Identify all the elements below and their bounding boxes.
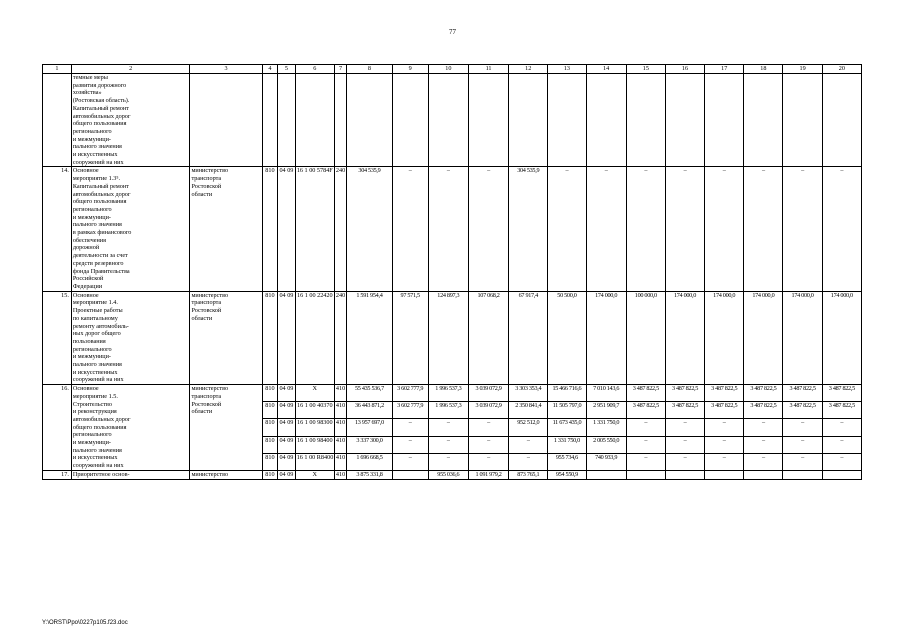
year-amount-cell: 67 917,4 [509,291,548,384]
empty-cell [705,74,744,167]
year-amount-cell: 174 000,0 [744,291,783,384]
year-amount-cell: 955 036,6 [428,470,468,479]
year-amount-cell: 1 331 750,0 [586,419,626,436]
header-cell: 20 [822,65,861,74]
event-name-cell-line: пального значения [72,143,122,151]
event-name-cell [71,385,190,471]
event-name-cell-line: и искусственных [72,368,118,376]
header-cell: 19 [783,65,822,74]
section-code-cell: 04 09 [278,167,296,291]
event-name-cell-line: и искусственных [72,454,118,462]
event-name-cell-line: регионального [72,431,112,439]
empty-cell [468,74,508,167]
event-name-cell-line: Капитальный ремонт [72,182,129,190]
year-amount-cell: – [509,453,548,470]
empty-cell [509,74,548,167]
year-amount-cell: – [428,453,468,470]
year-amount-cell: – [468,419,508,436]
table-row-15 [43,291,862,384]
total-amount-cell: 1 696 668,5 [347,453,392,470]
year-amount-cell: – [705,419,744,436]
target-article-cell: 16 1 00 98300 [295,419,334,436]
table-row-16-sub [43,385,862,402]
event-name-cell-line: пального значения [72,361,122,369]
total-amount-cell: 304 535,9 [347,167,392,291]
year-amount-cell: – [665,453,704,470]
year-amount-cell: – [705,453,744,470]
program-table [42,64,862,480]
event-name-cell-line: пользования [72,337,106,345]
grbs-code-cell: 810 [262,453,277,470]
event-name-cell-line: (Ростовская область). [72,97,130,105]
event-name-cell-line: пального значения [72,221,122,229]
year-amount-cell: 3 487 822,5 [665,385,704,402]
row-number-cell: 17. [43,470,72,479]
section-code-cell: 04 09 [278,402,296,419]
section-code-cell: 04 09 [278,291,296,384]
year-amount-cell: 3 303 353,4 [509,385,548,402]
executor-cell-line: Ростовской [191,400,222,408]
event-name-cell-line: регионального [72,127,112,135]
year-amount-cell: – [744,419,783,436]
year-amount-cell: 11 505 797,0 [548,402,586,419]
year-amount-cell: – [392,167,428,291]
empty-cell [626,74,665,167]
event-name-cell [71,74,190,167]
grbs-code-cell: 810 [262,419,277,436]
header-cell: 15 [626,65,665,74]
empty-cell [295,74,334,167]
year-amount-cell: 955 734,6 [548,453,586,470]
year-amount-cell: – [665,436,704,453]
row-number-cell: 16. [43,385,72,471]
event-name-cell-line: в рамках финансового [72,229,132,237]
header-cell: 1 [43,65,72,74]
total-amount-cell: 3 875 331,8 [347,470,392,479]
year-amount-cell: 3 487 822,5 [783,402,822,419]
year-amount-cell: 174 000,0 [783,291,822,384]
event-name-cell-line: дорожной [72,244,100,252]
header-cell: 11 [468,65,508,74]
empty-cell [586,74,626,167]
year-amount-cell: 3 602 777,9 [392,402,428,419]
year-amount-cell [626,470,665,479]
header-cell: 9 [392,65,428,74]
year-amount-cell: – [822,453,861,470]
section-code-cell: 04 09 [278,419,296,436]
year-amount-cell: 174 000,0 [586,291,626,384]
year-amount-cell: 3 039 072,9 [468,385,508,402]
executor-cell-line: транспорта [191,299,222,307]
header-cell: 14 [586,65,626,74]
event-name-cell-line: Строительство [72,400,112,408]
year-amount-cell: – [744,167,783,291]
header-cell: 12 [509,65,548,74]
year-amount-cell: – [392,419,428,436]
year-amount-cell: 1 996 537,3 [428,402,468,419]
year-amount-cell: 740 933,9 [586,453,626,470]
empty-cell [278,74,296,167]
grbs-code-cell: 810 [262,291,277,384]
event-name-cell-line: Основное [72,385,99,393]
event-name-cell-line: темные меры [72,74,108,81]
event-name-cell-line: хозяйства» [72,89,102,97]
executor-cell [190,167,262,291]
executor-cell-line: области [191,190,213,198]
event-name-cell-line: автомобильных дорог [72,112,131,120]
year-amount-cell [392,470,428,479]
event-name-cell-line: ремонту автомобиль- [72,322,129,330]
event-name-cell-line: сооружений на них [72,158,124,166]
year-amount-cell: – [626,453,665,470]
year-amount-cell: – [468,167,508,291]
event-name-cell-line: обеспечения [72,236,106,244]
event-name-cell-line: регионального [72,205,112,213]
year-amount-cell: 304 535,9 [509,167,548,291]
header-row [43,65,862,74]
event-name-cell-line: ных дорог общего [72,330,121,338]
target-article-cell: 16 1 00 5784F [295,167,334,291]
row-number-cell: 14. [43,167,72,291]
header-cell: 6 [295,65,334,74]
year-amount-cell: – [509,436,548,453]
year-amount-cell [744,470,783,479]
grbs-code-cell: 810 [262,436,277,453]
event-name-cell-line: автомобильных дорог [72,415,131,423]
header-cell: 18 [744,65,783,74]
year-amount-cell: 100 000,0 [626,291,665,384]
year-amount-cell: – [428,436,468,453]
event-name-cell-line: мероприятие 1.5. [72,392,118,400]
header-cell: 4 [262,65,277,74]
year-amount-cell: – [744,436,783,453]
target-article-cell: 16 1 00 R8400 [295,453,334,470]
year-amount-cell: 174 000,0 [822,291,861,384]
year-amount-cell: – [822,167,861,291]
year-amount-cell: 7 010 143,6 [586,385,626,402]
grbs-code-cell: 810 [262,402,277,419]
empty-cell [548,74,586,167]
event-name-cell-line: Капитальный ремонт [72,104,129,112]
event-name-cell-line: развития дорожного [72,81,127,89]
event-name-cell-line: и межмуници- [72,213,111,221]
year-amount-cell: 873 765,1 [509,470,548,479]
event-name-cell-line: Федерации [72,282,103,290]
year-amount-cell: 954 550,9 [548,470,586,479]
year-amount-cell: – [392,436,428,453]
section-code-cell: 04 09 [278,453,296,470]
header-cell: 17 [705,65,744,74]
executor-cell [190,291,262,384]
year-amount-cell [705,470,744,479]
year-amount-cell: 1 331 750,0 [548,436,586,453]
year-amount-cell: 11 673 435,0 [548,419,586,436]
year-amount-cell: 3 487 822,5 [783,385,822,402]
event-name-cell-line: общего пользования [72,198,127,206]
header-cell: 16 [665,65,704,74]
year-amount-cell: 3 487 822,5 [822,402,861,419]
year-amount-cell: – [783,453,822,470]
expense-type-cell: 410 [334,385,346,402]
executor-cell: министерство [190,470,262,479]
event-name-cell [71,167,190,291]
year-amount-cell: 50 500,0 [548,291,586,384]
expense-type-cell: 410 [334,453,346,470]
year-amount-cell: – [626,436,665,453]
total-amount-cell: 36 443 871,2 [347,402,392,419]
year-amount-cell [783,470,822,479]
event-name-cell-line: мероприятие 1.3⁵. [72,175,121,183]
year-amount-cell: 3 487 822,5 [744,385,783,402]
year-amount-cell [822,470,861,479]
year-amount-cell: – [783,167,822,291]
year-amount-cell: 1 996 537,3 [428,385,468,402]
year-amount-cell: 3 487 822,5 [705,385,744,402]
year-amount-cell: – [428,167,468,291]
event-name-cell-line: автомобильных дорог [72,190,131,198]
event-name-cell-line: Основное [72,291,99,299]
event-name-cell-line: средств резервного [72,259,124,267]
expense-type-cell: 410 [335,470,346,478]
event-name-cell-line: сооружений на них [72,376,124,384]
year-amount-cell: – [705,436,744,453]
year-amount-cell [586,470,626,479]
event-name-cell-line: Основное [72,167,99,175]
row-number-cell: 15. [43,291,72,384]
year-amount-cell: – [705,167,744,291]
year-amount-cell: 3 602 777,9 [392,385,428,402]
event-name-cell-line: регионального [72,345,112,353]
empty-cell [428,74,468,167]
empty-cell [334,74,346,167]
target-article-cell: Х [295,470,334,479]
year-amount-cell: 3 487 822,5 [626,402,665,419]
file-path-footer: Y:\ORST\Ppo\0227p105.f23.doc [42,620,128,626]
target-article-cell: 16 1 00 22420 [295,291,334,384]
year-amount-cell: 174 000,0 [705,291,744,384]
event-name-cell-line: по капитальному [72,314,118,322]
page-number: 77 [449,28,456,36]
year-amount-cell: 3 487 822,5 [626,385,665,402]
year-amount-cell: 2 951 909,7 [586,402,626,419]
empty-cell [744,74,783,167]
header-cell: 3 [190,65,262,74]
event-name-cell-line: деятельности за счет [72,252,128,260]
expense-type-cell: 240 [334,167,346,291]
year-amount-cell: – [468,436,508,453]
section-code-cell: 04 09 [279,470,294,478]
executor-cell-line: Ростовской [191,182,222,190]
table-row-17 [43,470,862,479]
event-name-cell-line: Российской [72,275,104,283]
year-amount-cell: – [665,167,704,291]
header-cell: 10 [428,65,468,74]
year-amount-cell: – [548,167,586,291]
event-name-cell-line: и реконструкция [72,408,117,416]
year-amount-cell: 2 005 550,0 [586,436,626,453]
target-article-cell: Х [295,385,334,402]
empty-cell [783,74,822,167]
executor-cell-line: министерство [191,385,229,393]
event-name-cell-line: сооружений на них [72,462,124,470]
event-name-cell-line: мероприятие 1.4. [72,299,118,307]
empty-cell [392,74,428,167]
year-amount-cell: 124 897,3 [428,291,468,384]
total-amount-cell: 13 957 697,0 [347,419,392,436]
event-name-cell-line: и межмуници- [72,353,111,361]
year-amount-cell: 3 487 822,5 [744,402,783,419]
year-amount-cell: – [626,167,665,291]
year-amount-cell: – [665,419,704,436]
year-amount-cell: 3 487 822,5 [665,402,704,419]
table-row-14 [43,167,862,291]
year-amount-cell: 15 466 716,6 [548,385,586,402]
event-name-cell: Приоритетное основ- [71,470,190,479]
event-name-cell-line: общего пользования [72,423,127,431]
empty-cell [190,74,262,167]
expense-type-cell: 240 [334,291,346,384]
executor-cell-line: министерство [191,167,229,175]
target-article-cell: 16 1 00 98400 [295,436,334,453]
year-amount-cell: 3 487 822,5 [822,385,861,402]
year-amount-cell: – [626,419,665,436]
executor-cell-line: транспорта [191,175,222,183]
year-amount-cell: – [392,453,428,470]
section-code-cell: 04 09 [278,385,296,402]
year-amount-cell: – [586,167,626,291]
event-name-cell-line: Проектные работы [72,307,123,315]
executor-cell-line: Ростовской [191,307,222,315]
year-amount-cell: 952 512,0 [509,419,548,436]
year-amount-cell: – [744,453,783,470]
year-amount-cell: 107 068,2 [468,291,508,384]
empty-cell [347,74,392,167]
year-amount-cell: – [783,436,822,453]
grbs-code-cell: 810 [262,470,277,479]
event-name-cell-line: и межмуници- [72,439,111,447]
grbs-code-cell: 810 [262,167,277,291]
executor-cell-line: министерство [191,291,229,299]
year-amount-cell: – [468,453,508,470]
year-amount-cell: 2 350 841,4 [509,402,548,419]
year-amount-cell [665,470,704,479]
event-name-cell [71,291,190,384]
total-amount-cell: 1 591 954,4 [347,291,392,384]
event-name-cell-line: пального значения [72,446,122,454]
year-amount-cell: 1 091 979,2 [468,470,508,479]
header-cell: 7 [334,65,346,74]
target-article-cell: 16 1 00 40370 [295,402,334,419]
year-amount-cell: – [428,419,468,436]
expense-type-cell: 410 [334,402,346,419]
event-name-cell-line: и искусственных [72,151,118,159]
empty-cell [262,74,277,167]
header-cell: 2 [71,65,190,74]
expense-type-cell: 410 [334,419,346,436]
executor-cell-line: области [191,314,213,322]
year-amount-cell: 174 000,0 [665,291,704,384]
header-cell: 8 [347,65,392,74]
header-cell: 13 [548,65,586,74]
empty-cell [822,74,861,167]
grbs-code-cell: 810 [262,385,277,402]
event-name-cell-line: и межмуници- [72,135,111,143]
year-amount-cell: 3 039 072,9 [468,402,508,419]
executor-cell [190,385,262,471]
row-number-cell [43,74,72,167]
year-amount-cell: 3 487 822,5 [705,402,744,419]
executor-cell-line: транспорта [191,392,222,400]
event-name-cell-line: фонда Правительства [72,267,130,275]
event-name-cell-line: общего пользования [72,120,127,128]
year-amount-cell: – [822,436,861,453]
continuation-row [43,74,862,167]
year-amount-cell: 97 571,5 [392,291,428,384]
total-amount-cell: 3 337 300,0 [347,436,392,453]
year-amount-cell: – [822,419,861,436]
year-amount-cell: – [783,419,822,436]
total-amount-cell: 55 435 536,7 [347,385,392,402]
executor-cell-line: области [191,408,213,416]
section-code-cell: 04 09 [278,436,296,453]
header-cell: 5 [278,65,296,74]
empty-cell [665,74,704,167]
expense-type-cell: 410 [334,436,346,453]
